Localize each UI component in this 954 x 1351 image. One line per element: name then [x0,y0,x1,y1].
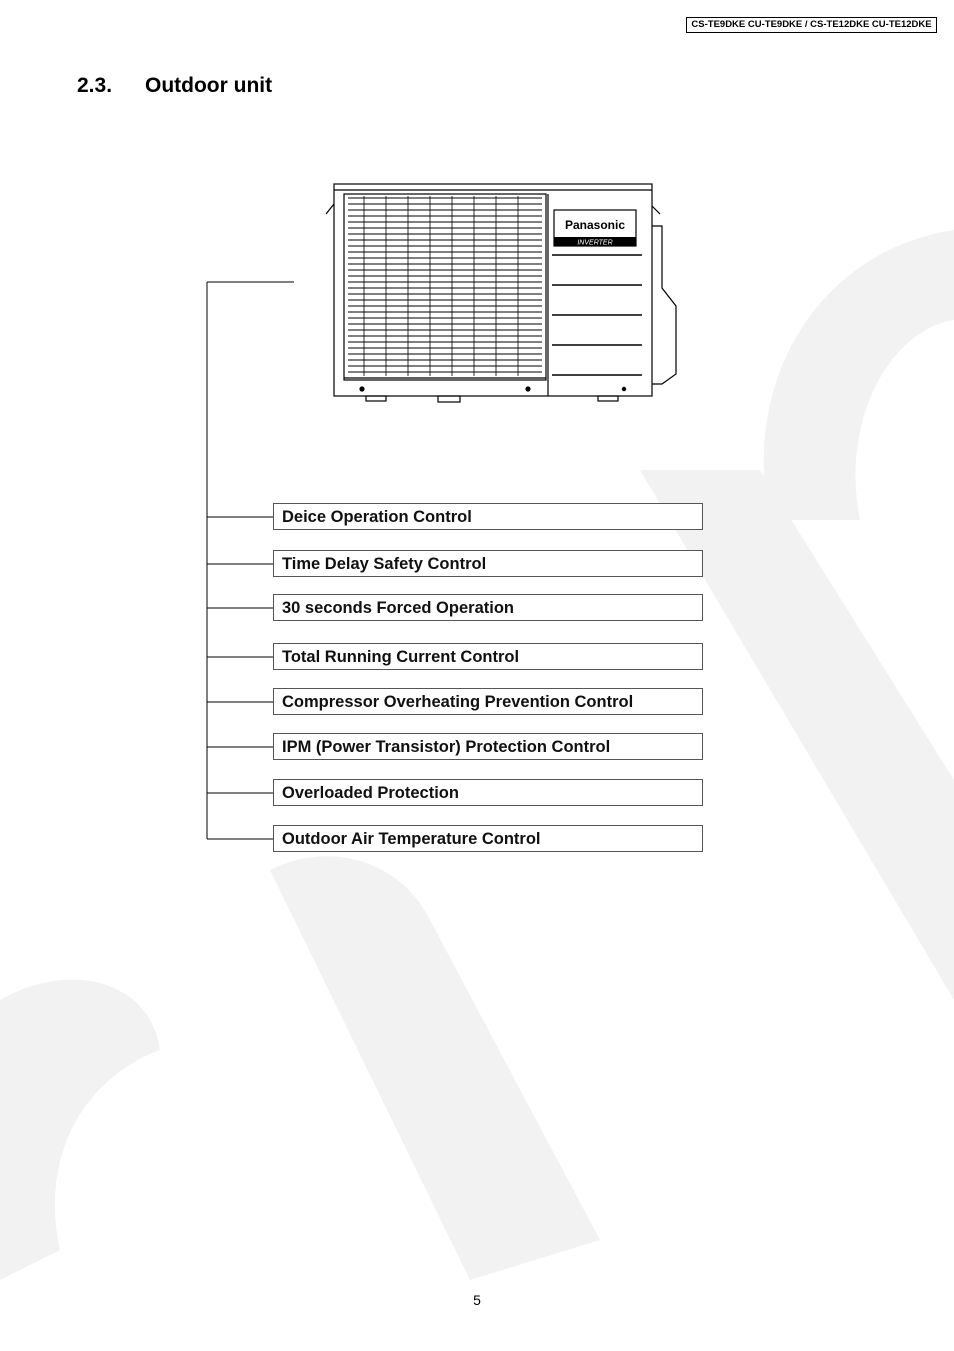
control-compressor-overheating: Compressor Overheating Prevention Control [273,688,703,715]
control-total-running-current: Total Running Current Control [273,643,703,670]
section-number: 2.3. [77,74,113,97]
section-title: Outdoor unit [145,74,273,97]
inverter-badge: INVERTER [577,239,613,247]
control-time-delay-safety: Time Delay Safety Control [273,550,703,577]
section-heading [77,74,272,98]
model-numbers: CS-TE9DKE CU-TE9DKE / CS-TE12DKE CU-TE12DKE [686,17,937,33]
page-number: 5 [473,1292,481,1308]
control-overloaded-protection: Overloaded Protection [273,779,703,806]
control-ipm-protection: IPM (Power Transistor) Protection Control [273,733,703,760]
control-forced-operation: 30 seconds Forced Operation [273,594,703,621]
outdoor-unit-illustration [320,178,682,408]
control-outdoor-air-temperature: Outdoor Air Temperature Control [273,825,703,852]
control-deice-operation: Deice Operation Control [273,503,703,530]
brand-logo: Panasonic [564,218,626,232]
